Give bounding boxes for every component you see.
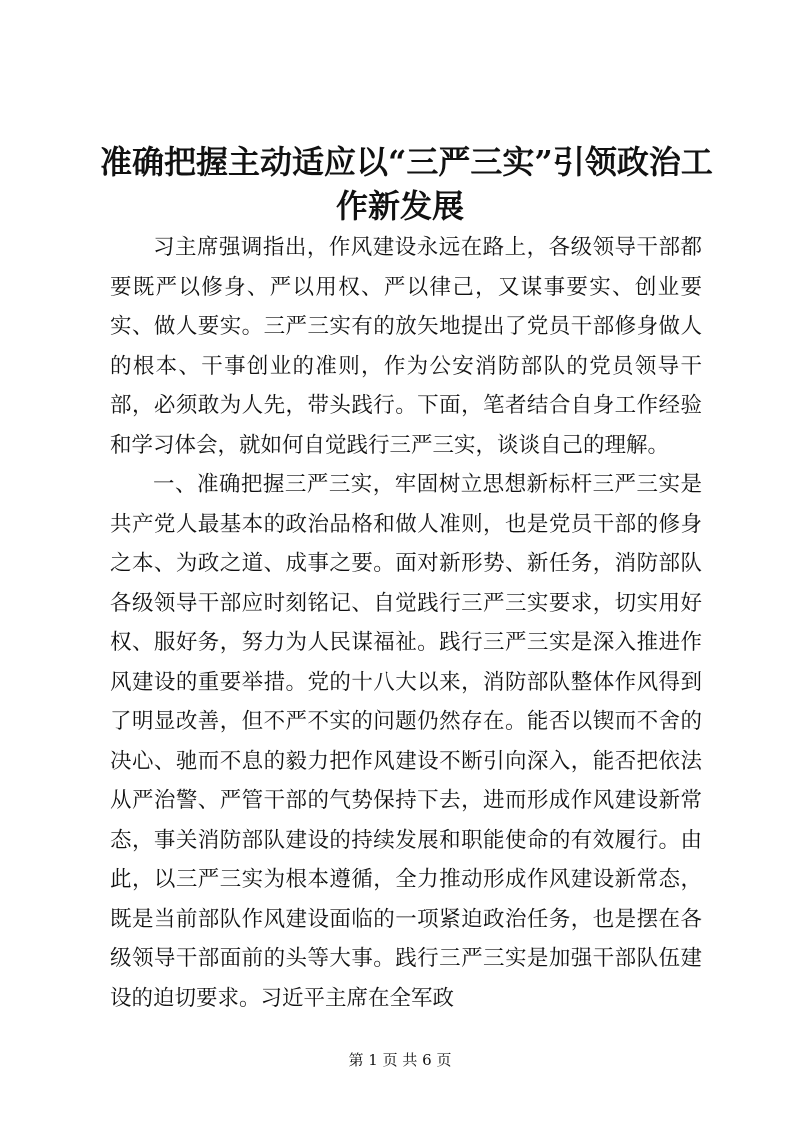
- document-title: [100, 140, 713, 228]
- paragraph-2: 一、准确把握三严三实，牢固树立思想新标杆三严三实是共产党人最基本的政治品格和做人准则，也是党员干部的修身之本、为政之道、成事之要。面对新形势、新任务，消防部队各级领导干部应时刻铭记、自觉践行三严三实要求，切实用好权、服好务，努力为人民谋福祉。践行三严三实是深入推进作风建设的重要举措。党的十八大以来，消防部队整体作风得到了明显改善，但不严不实的问题仍然存在。能否以锲而不舍的决心、驰而不息的毅力把作风建设不断引向深入，能否把依法从严治警、严管干部的气势保持下去，进而形成作风建设新常态，事关消防部队建设的持续发展和职能使命的有效履行。由此，以三严三实为根本遵循，全力推动形成作风建设新常态，既是当前部队作风建设面临的一项紧迫政治任务，也是摆在各级领导干部面前的头等大事。践行三严三实是加强干部队伍建设的迫切要求。习近平主席在全军政: [110, 472, 702, 1011]
- document-title-line-2: 作新发展: [335, 187, 464, 225]
- document-body: [110, 228, 702, 1018]
- paragraph-1: 习主席强调指出，作风建设永远在路上，各级领导干部都要既严以修身、严以用权、严以律己，又谋事要实、创业要实、做人要实。三严三实有的放矢地提出了党员干部修身做人的根本、干事创业的准则，作为公安消防部队的党员领导干部，必须敢为人先，带头践行。下面，笔者结合自身工作经验和学习体会，就如何自觉践行三严三实，谈谈自己的理解。: [110, 235, 702, 458]
- page-number-footer: 第 1 页 共 6 页: [348, 1051, 452, 1069]
- document-title-line-1: 准确把握主动适应以“三严三实”引领政治工: [100, 143, 713, 181]
